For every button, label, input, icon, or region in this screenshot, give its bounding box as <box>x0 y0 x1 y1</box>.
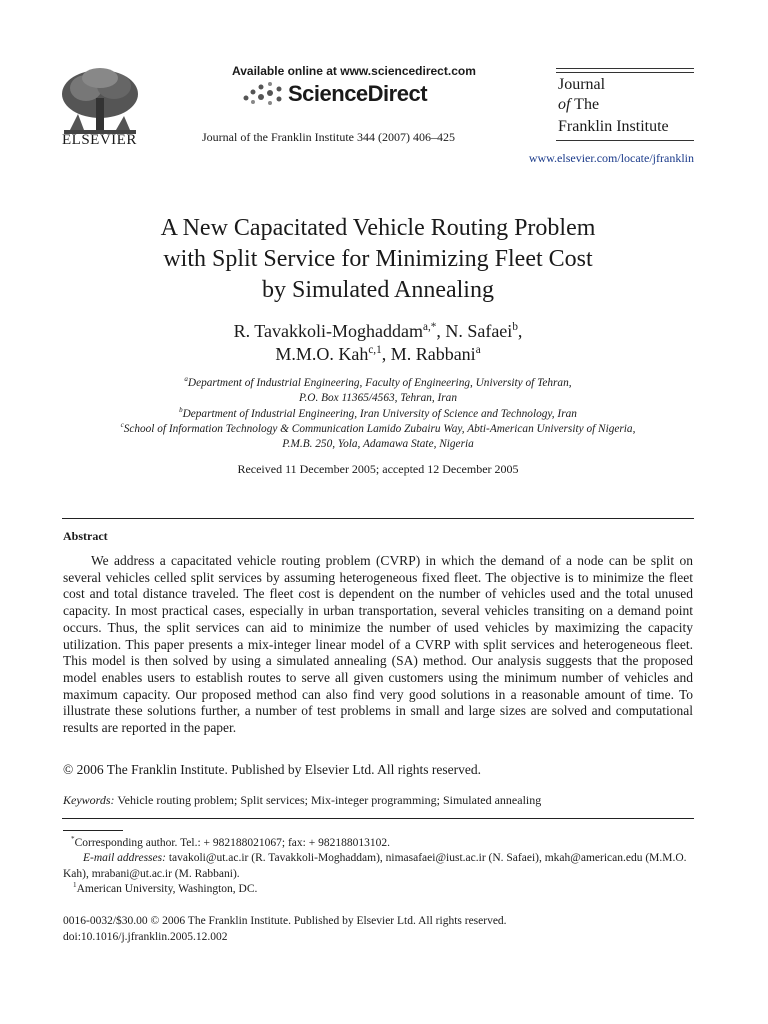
author-name: R. Tavakkoli-Moghaddam <box>233 321 423 341</box>
affiliation-text: P.M.B. 250, Yola, Adamawa State, Nigeria <box>282 438 474 451</box>
issn-line: 0016-0032/$30.00 © 2006 The Franklin Institute. Published by Elsevier Ltd. All rights reserved. <box>63 915 507 927</box>
affiliation-mark: a <box>184 375 188 384</box>
affiliation-text: School of Information Technology & Communication Lamido Zubairu Way, Abti-American University of Nigeria, <box>123 422 636 435</box>
sciencedirect-dots-icon <box>240 80 284 108</box>
footnote-emails <box>63 851 703 882</box>
footnote-rule <box>63 830 123 831</box>
affiliation-text: Department of Industrial Engineering, Faculty of Engineering, University of Tehran, <box>187 377 572 389</box>
author-name: M.M.O. Kah <box>275 344 369 364</box>
affiliations <box>20 376 736 452</box>
keywords-list: Vehicle routing problem; Split services; Mix-integer programming; Simulated annealing <box>114 793 542 807</box>
abstract-rule-top <box>62 518 694 519</box>
affiliation-text: P.O. Box 11365/4563, Tehran, Iran <box>299 392 457 405</box>
email-label: E-mail addresses: <box>83 852 166 864</box>
author-name: , M. Rabbani <box>381 344 476 364</box>
footnote-mark: * <box>71 835 75 844</box>
title-line: by Simulated Annealing <box>262 277 494 303</box>
journal-title-of: of <box>558 96 571 113</box>
journal-title-the: The <box>570 96 600 113</box>
journal-url-link[interactable]: www.elsevier.com/locate/jfranklin <box>528 151 694 165</box>
journal-rule-top-2 <box>556 72 694 73</box>
author-affiliation-mark: c,1 <box>368 344 382 356</box>
footnote-text: American University, Washington, DC. <box>76 883 258 895</box>
footnote-mark: 1 <box>73 881 77 890</box>
abstract-copyright: © 2006 The Franklin Institute. Published by Elsevier Ltd. All rights reserved. <box>63 762 481 777</box>
keywords <box>63 793 541 808</box>
abstract-rule-bottom <box>62 818 694 819</box>
paper-title <box>60 213 696 306</box>
journal-citation: Journal of the Franklin Institute 344 (2007) 406–425 <box>202 130 455 144</box>
journal-title-line3: Franklin Institute <box>558 118 669 135</box>
author-affiliation-mark: a,* <box>423 321 437 333</box>
affiliation-text: Department of Industrial Engineering, Iran University of Science and Technology, Iran <box>182 407 577 420</box>
publisher-name: ELSEVIER <box>62 132 137 148</box>
footnote-1 <box>63 882 713 898</box>
footnote-text: Corresponding author. Tel.: + 982188021067; fax: + 982188013102. <box>74 837 390 849</box>
footnote-corresponding <box>63 836 711 852</box>
title-line: A New Capacitated Vehicle Routing Problem <box>160 215 596 241</box>
title-line: with Split Service for Minimizing Fleet Cost <box>163 246 593 272</box>
journal-rule-bottom <box>556 140 694 141</box>
doi-link[interactable]: doi:10.1016/j.jfranklin.2005.12.002 <box>63 931 228 943</box>
author-affiliation-mark: a <box>475 344 481 356</box>
author-name: , N. Safaei <box>436 321 513 341</box>
email-addresses: tavakoli@ut.ac.ir (R. Tavakkoli-Moghaddam), nimasafaei@iust.ac.ir (N. Safaei), mkah@american.edu (M.M.O. Kah), mrabani@ut.ac.ir (M. Rabbani). <box>63 852 687 880</box>
available-online-text: Available online at www.sciencedirect.com <box>232 64 476 78</box>
affiliation-mark: b <box>179 405 183 414</box>
abstract-heading: Abstract <box>63 529 108 543</box>
keywords-label: Keywords: <box>63 793 115 807</box>
author-separator: , <box>517 321 523 341</box>
abstract-body: We address a capacitated vehicle routing problem (CVRP) in which the demand of a node can be split on several vehicles celled split services by assuming heterogeneous fixed fleet. The objective is to minimize the fleet cost and total distance traveled. The fleet cost is dependent on the number of vehicles used and the total unused capacity. In most practical cases, especially in urban transportation, several vehicles transiting on a demand point occurs. Thus, the split services can aid to minimize the number of used vehicles by maximizing the capacity utilization. This paper presents a mix-integer linear model of a CVRP with split services and heterogeneous fleet. This model is then solved by using a simulated annealing (SA) method. Our analysis suggests that the proposed model enables users to establish routes to serve all given customers using the minimum number of vehicles and maximum capacity. Our proposed method can also find very good solutions in a reasonable amount of time. To illustrate these solutions further, a number of test problems in small and large sizes are solved and computational results are reported in the paper. <box>63 553 693 736</box>
journal-rule-top-1 <box>556 68 694 69</box>
journal-title-line2 <box>558 96 599 114</box>
author-affiliation-mark: b <box>512 321 518 333</box>
affiliation-mark: c <box>120 421 124 430</box>
received-dates: Received 11 December 2005; accepted 12 December 2005 <box>237 462 519 476</box>
journal-title-line1: Journal <box>558 76 606 93</box>
author-list <box>60 320 696 366</box>
sciencedirect-brand: ScienceDirect <box>288 81 428 106</box>
